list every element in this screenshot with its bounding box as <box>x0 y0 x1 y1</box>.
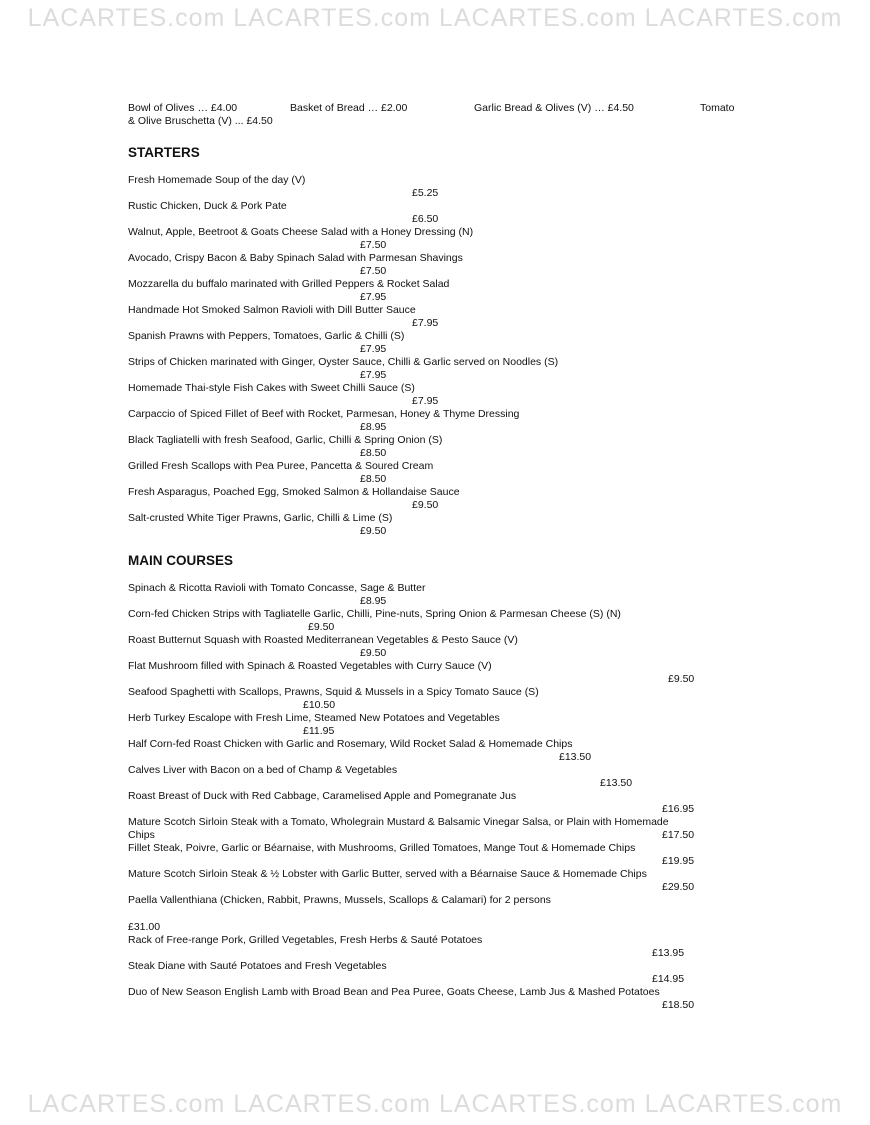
menu-item-price: £31.00 <box>128 921 161 933</box>
menu-item-price: £11.95 <box>303 725 335 737</box>
menu-item-price: £9.50 <box>308 621 335 633</box>
menu-item-name: Spinach & Ricotta Ravioli with Tomato Concasse, Sage & Butter <box>128 582 426 594</box>
menu-item-name: Avocado, Crispy Bacon & Baby Spinach Salad with Parmesan Shavings <box>128 252 463 264</box>
menu-item-price: £29.50 <box>662 881 695 893</box>
menu-item-name: Rustic Chicken, Duck & Pork Pate <box>128 200 287 212</box>
menu-item-name: Calves Liver with Bacon on a bed of Champ & Vegetables <box>128 764 398 776</box>
menu-item-name: Roast Breast of Duck with Red Cabbage, Caramelised Apple and Pomegranate Jus <box>128 790 517 802</box>
menu-item-price: £8.50 <box>360 447 387 459</box>
menu-item-price: £19.95 <box>662 855 695 867</box>
menu-item-name: Duo of New Season English Lamb with Broad Bean and Pea Puree, Goats Cheese, Lamb Jus & Mashed Potatoes <box>128 986 660 998</box>
intro-garlic-bread: Garlic Bread & Olives (V) … £4.50 <box>474 102 634 114</box>
menu-item-name: Mature Scotch Sirloin Steak & ½ Lobster with Garlic Butter, served with a Béarnaise Sauce & Homemade Chips <box>128 868 647 880</box>
watermark-bottom: LACARTES.com LACARTES.com LACARTES.com LACARTES.com <box>27 1090 843 1118</box>
menu-item-price: £5.25 <box>412 187 439 199</box>
menu-item-name: Corn-fed Chicken Strips with Tagliatelle Garlic, Chilli, Pine-nuts, Spring Onion & Parmesan Cheese (S) (N) <box>128 608 621 620</box>
menu-item-name: Handmade Hot Smoked Salmon Ravioli with Dill Butter Sauce <box>128 304 416 316</box>
menu-item-price: £16.95 <box>662 803 695 815</box>
menu-item-name: Homemade Thai-style Fish Cakes with Sweet Chilli Sauce (S) <box>128 382 415 394</box>
menu-item-price: £7.95 <box>360 291 387 303</box>
menu-item-price: £7.50 <box>360 265 387 277</box>
menu-item-name: Seafood Spaghetti with Scallops, Prawns, Squid & Mussels in a Spicy Tomato Sauce (S) <box>128 686 539 698</box>
menu-item-price: £17.50 <box>662 829 695 841</box>
menu-item-name: Half Corn-fed Roast Chicken with Garlic and Rosemary, Wild Rocket Salad & Homemade Chips <box>128 738 573 750</box>
menu-item-price: £9.50 <box>360 647 387 659</box>
menu-item-name: Fillet Steak, Poivre, Garlic or Béarnaise, with Mushrooms, Grilled Tomatoes, Mange Tout & Homemade Chips <box>128 842 636 854</box>
menu-item-name: Herb Turkey Escalope with Fresh Lime, Steamed New Potatoes and Vegetables <box>128 712 500 724</box>
intro-bruschetta: & Olive Bruschetta (V) ... £4.50 <box>128 115 273 127</box>
menu-item-price: £8.50 <box>360 473 387 485</box>
menu-item-name: Walnut, Apple, Beetroot & Goats Cheese Salad with a Honey Dressing (N) <box>128 226 474 238</box>
menu-item-name: Paella Vallenthiana (Chicken, Rabbit, Prawns, Mussels, Scallops & Calamari) for 2 persons <box>128 894 551 906</box>
menu-item-price: £9.50 <box>668 673 695 685</box>
menu-item-price: £7.95 <box>412 395 439 407</box>
menu-item-price: £9.50 <box>360 525 387 537</box>
menu-item-name: Fresh Homemade Soup of the day (V) <box>128 174 306 186</box>
menu-item-name: Salt-crusted White Tiger Prawns, Garlic, Chilli & Lime (S) <box>128 512 393 524</box>
menu-item-name-cont: Chips <box>128 829 155 841</box>
menu-item-name: Flat Mushroom filled with Spinach & Roasted Vegetables with Curry Sauce (V) <box>128 660 492 672</box>
menu-item-price: £18.50 <box>662 999 695 1011</box>
menu-item-price: £7.50 <box>360 239 387 251</box>
menu-item-name: Mozzarella du buffalo marinated with Grilled Peppers & Rocket Salad <box>128 278 450 290</box>
menu-item-name: Strips of Chicken marinated with Ginger, Oyster Sauce, Chilli & Garlic served on Noodles (S) <box>128 356 559 368</box>
intro-bread: Basket of Bread … £2.00 <box>290 102 408 114</box>
menu-item-price: £13.95 <box>652 947 685 959</box>
menu-item-name: Black Tagliatelli with fresh Seafood, Garlic, Chilli & Spring Onion (S) <box>128 434 443 446</box>
intro-olives: Bowl of Olives … £4.00 <box>128 102 238 114</box>
menu-item-price: £6.50 <box>412 213 439 225</box>
menu-item-name: Rack of Free-range Pork, Grilled Vegetables, Fresh Herbs & Sauté Potatoes <box>128 934 483 946</box>
menu-item-price: £13.50 <box>600 777 633 789</box>
menu-item-price: £7.95 <box>360 343 387 355</box>
menu-item-price: £13.50 <box>559 751 592 763</box>
menu-item-price: £7.95 <box>412 317 439 329</box>
menu-item-name: Carpaccio of Spiced Fillet of Beef with Rocket, Parmesan, Honey & Thyme Dressing <box>128 408 520 420</box>
menu-item-price: £9.50 <box>412 499 439 511</box>
menu-item-price: £7.95 <box>360 369 387 381</box>
menu-item-price: £10.50 <box>303 699 336 711</box>
menu-item-name: Roast Butternut Squash with Roasted Mediterranean Vegetables & Pesto Sauce (V) <box>128 634 518 646</box>
menu-item-name: Mature Scotch Sirloin Steak with a Tomato, Wholegrain Mustard & Balsamic Vinegar Salsa, or Plain with Homemade <box>128 816 669 828</box>
menu-item-name: Fresh Asparagus, Poached Egg, Smoked Salmon & Hollandaise Sauce <box>128 486 460 498</box>
watermark-top: LACARTES.com LACARTES.com LACARTES.com LACARTES.com <box>27 4 843 32</box>
mains-heading: MAIN COURSES <box>128 553 234 568</box>
intro-tomato: Tomato <box>700 102 735 114</box>
menu-item-name: Grilled Fresh Scallops with Pea Puree, Pancetta & Soured Cream <box>128 460 434 472</box>
menu-item-name: Steak Diane with Sauté Potatoes and Fresh Vegetables <box>128 960 387 972</box>
menu-item-price: £14.95 <box>652 973 685 985</box>
menu-item-name: Spanish Prawns with Peppers, Tomatoes, Garlic & Chilli (S) <box>128 330 405 342</box>
starters-heading: STARTERS <box>128 145 200 160</box>
menu-item-price: £8.95 <box>360 421 387 433</box>
menu-item-price: £8.95 <box>360 595 387 607</box>
